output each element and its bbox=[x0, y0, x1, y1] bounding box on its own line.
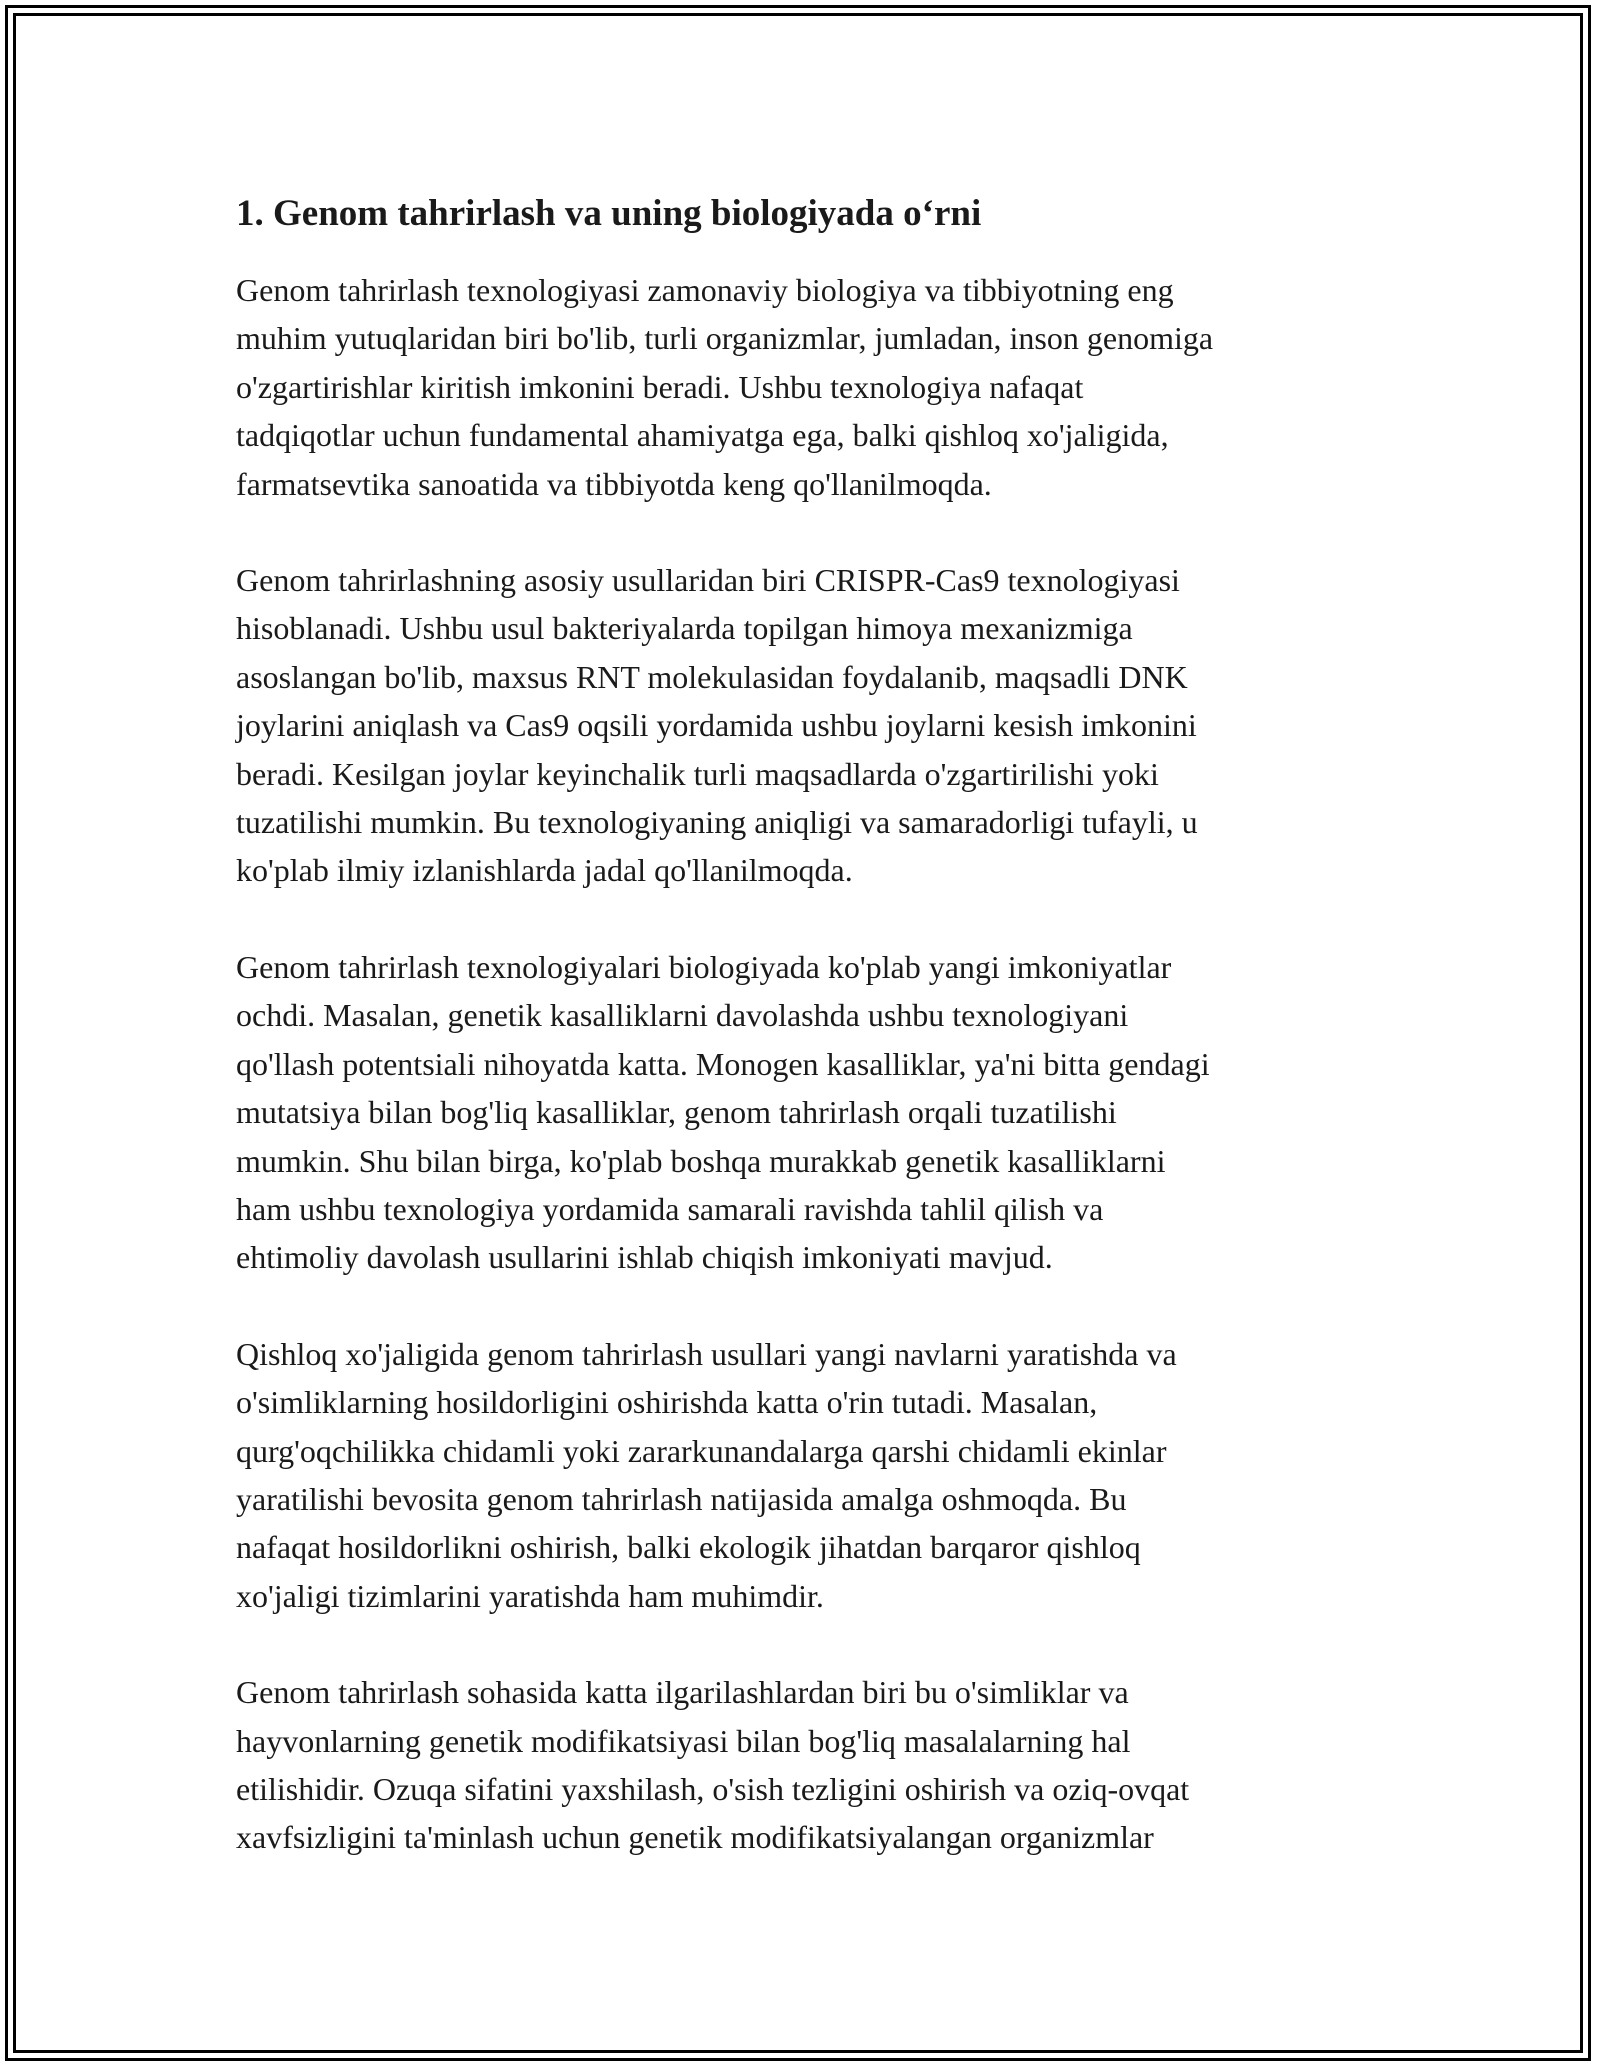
document-body bbox=[236, 186, 1386, 1862]
text-line: Genom tahrirlash texnologiyalari biologiyada ko'plab yangi imkoniyatlar bbox=[236, 948, 1172, 985]
text-line: Genom tahrirlashning asosiy usullaridan biri CRISPR-Cas9 texnologiyasi bbox=[236, 562, 1180, 599]
text-line: farmatsevtika sanoatida va tibbiyotda keng qo'llanilmoqda. bbox=[236, 465, 992, 502]
paragraph-crispr bbox=[236, 556, 1386, 895]
text-line: qurg'oqchilikka chidamli yoki zararkunandalarga qarshi chidamli ekinlar bbox=[236, 1432, 1167, 1469]
text-line: Genom tahrirlash texnologiyasi zamonaviy biologiya va tibbiyotning eng bbox=[236, 272, 1174, 308]
text-line: etilishidir. Ozuqa sifatini yaxshilash, o'sish tezligini oshirish va oziq-ovqat bbox=[236, 1770, 1190, 1807]
text-line: Qishloq xo'jaligida genom tahrirlash usullari yangi navlarni yaratishda va bbox=[236, 1335, 1177, 1372]
text-line: Genom tahrirlash sohasida katta ilgarilashlardan biri bu o'simliklar va bbox=[236, 1674, 1129, 1711]
text-line: ham ushbu texnologiya yordamida samarali ravishda tahlil qilish va bbox=[236, 1190, 1104, 1227]
text-line: beradi. Kesilgan joylar keyinchalik turli maqsadlarda o'zgartirilishi yoki bbox=[236, 755, 1159, 792]
text-line: tadqiqotlar uchun fundamental ahamiyatga ega, balki qishloq xo'jaligida, bbox=[236, 417, 1169, 454]
text-line: tuzatilishi mumkin. Bu texnologiyaning aniqligi va samaradorligi tufayli, u bbox=[236, 804, 1198, 841]
section-heading: 1. Genom tahrirlash va uning biologiyada o‘rni bbox=[236, 193, 982, 234]
text-line: ko'plab ilmiy izlanishlarda jadal qo'llanilmoqda. bbox=[236, 852, 853, 889]
text-line: ehtimoliy davolash usullarini ishlab chiqish imkoniyati mavjud. bbox=[236, 1239, 1053, 1276]
paragraph-intro bbox=[236, 266, 1386, 508]
text-line: joylarini aniqlash va Cas9 oqsili yordamida ushbu joylarni kesish imkonini bbox=[236, 707, 1197, 744]
text-line: o'simliklarning hosildorligini oshirishda katta o'rin tutadi. Masalan, bbox=[236, 1384, 1098, 1421]
text-line: nafaqat hosildorlikni oshirish, balki ekologik jihatdan barqaror qishloq bbox=[236, 1529, 1141, 1566]
text-line: yaratilishi bevosita genom tahrirlash natijasida amalga oshmoqda. Bu bbox=[236, 1480, 1127, 1517]
paragraph-agriculture bbox=[236, 1330, 1386, 1620]
paragraph-medicine bbox=[236, 943, 1386, 1282]
text-line: mumkin. Shu bilan birga, ko'plab boshqa murakkab genetik kasalliklarni bbox=[236, 1142, 1166, 1179]
paragraph-gmo bbox=[236, 1668, 1386, 1862]
text-line: hisoblanadi. Ushbu usul bakteriyalarda topilgan himoya mexanizmiga bbox=[236, 610, 1133, 647]
text-line: xavfsizligini ta'minlash uchun genetik modifikatsiyalangan organizmlar bbox=[236, 1819, 1154, 1856]
text-line: mutatsiya bilan bog'liq kasalliklar, genom tahrirlash orqali tuzatilishi bbox=[236, 1094, 1117, 1131]
text-line: hayvonlarning genetik modifikatsiyasi bilan bog'liq masalalarning hal bbox=[236, 1722, 1131, 1759]
text-line: qo'llash potentsiali nihoyatda katta. Monogen kasalliklar, ya'ni bitta gendagi bbox=[236, 1045, 1210, 1082]
text-line: muhim yutuqlaridan biri bo'lib, turli organizmlar, jumladan, inson genomiga bbox=[236, 320, 1214, 357]
text-line: xo'jaligi tizimlarini yaratishda ham muhimdir. bbox=[236, 1577, 824, 1614]
text-line: asoslangan bo'lib, maxsus RNT molekulasidan foydalanib, maqsadli DNK bbox=[236, 658, 1188, 695]
text-line: ochdi. Masalan, genetik kasalliklarni davolashda ushbu texnologiyani bbox=[236, 997, 1129, 1034]
text-line: o'zgartirishlar kiritish imkonini beradi. Ushbu texnologiya nafaqat bbox=[236, 368, 1084, 405]
